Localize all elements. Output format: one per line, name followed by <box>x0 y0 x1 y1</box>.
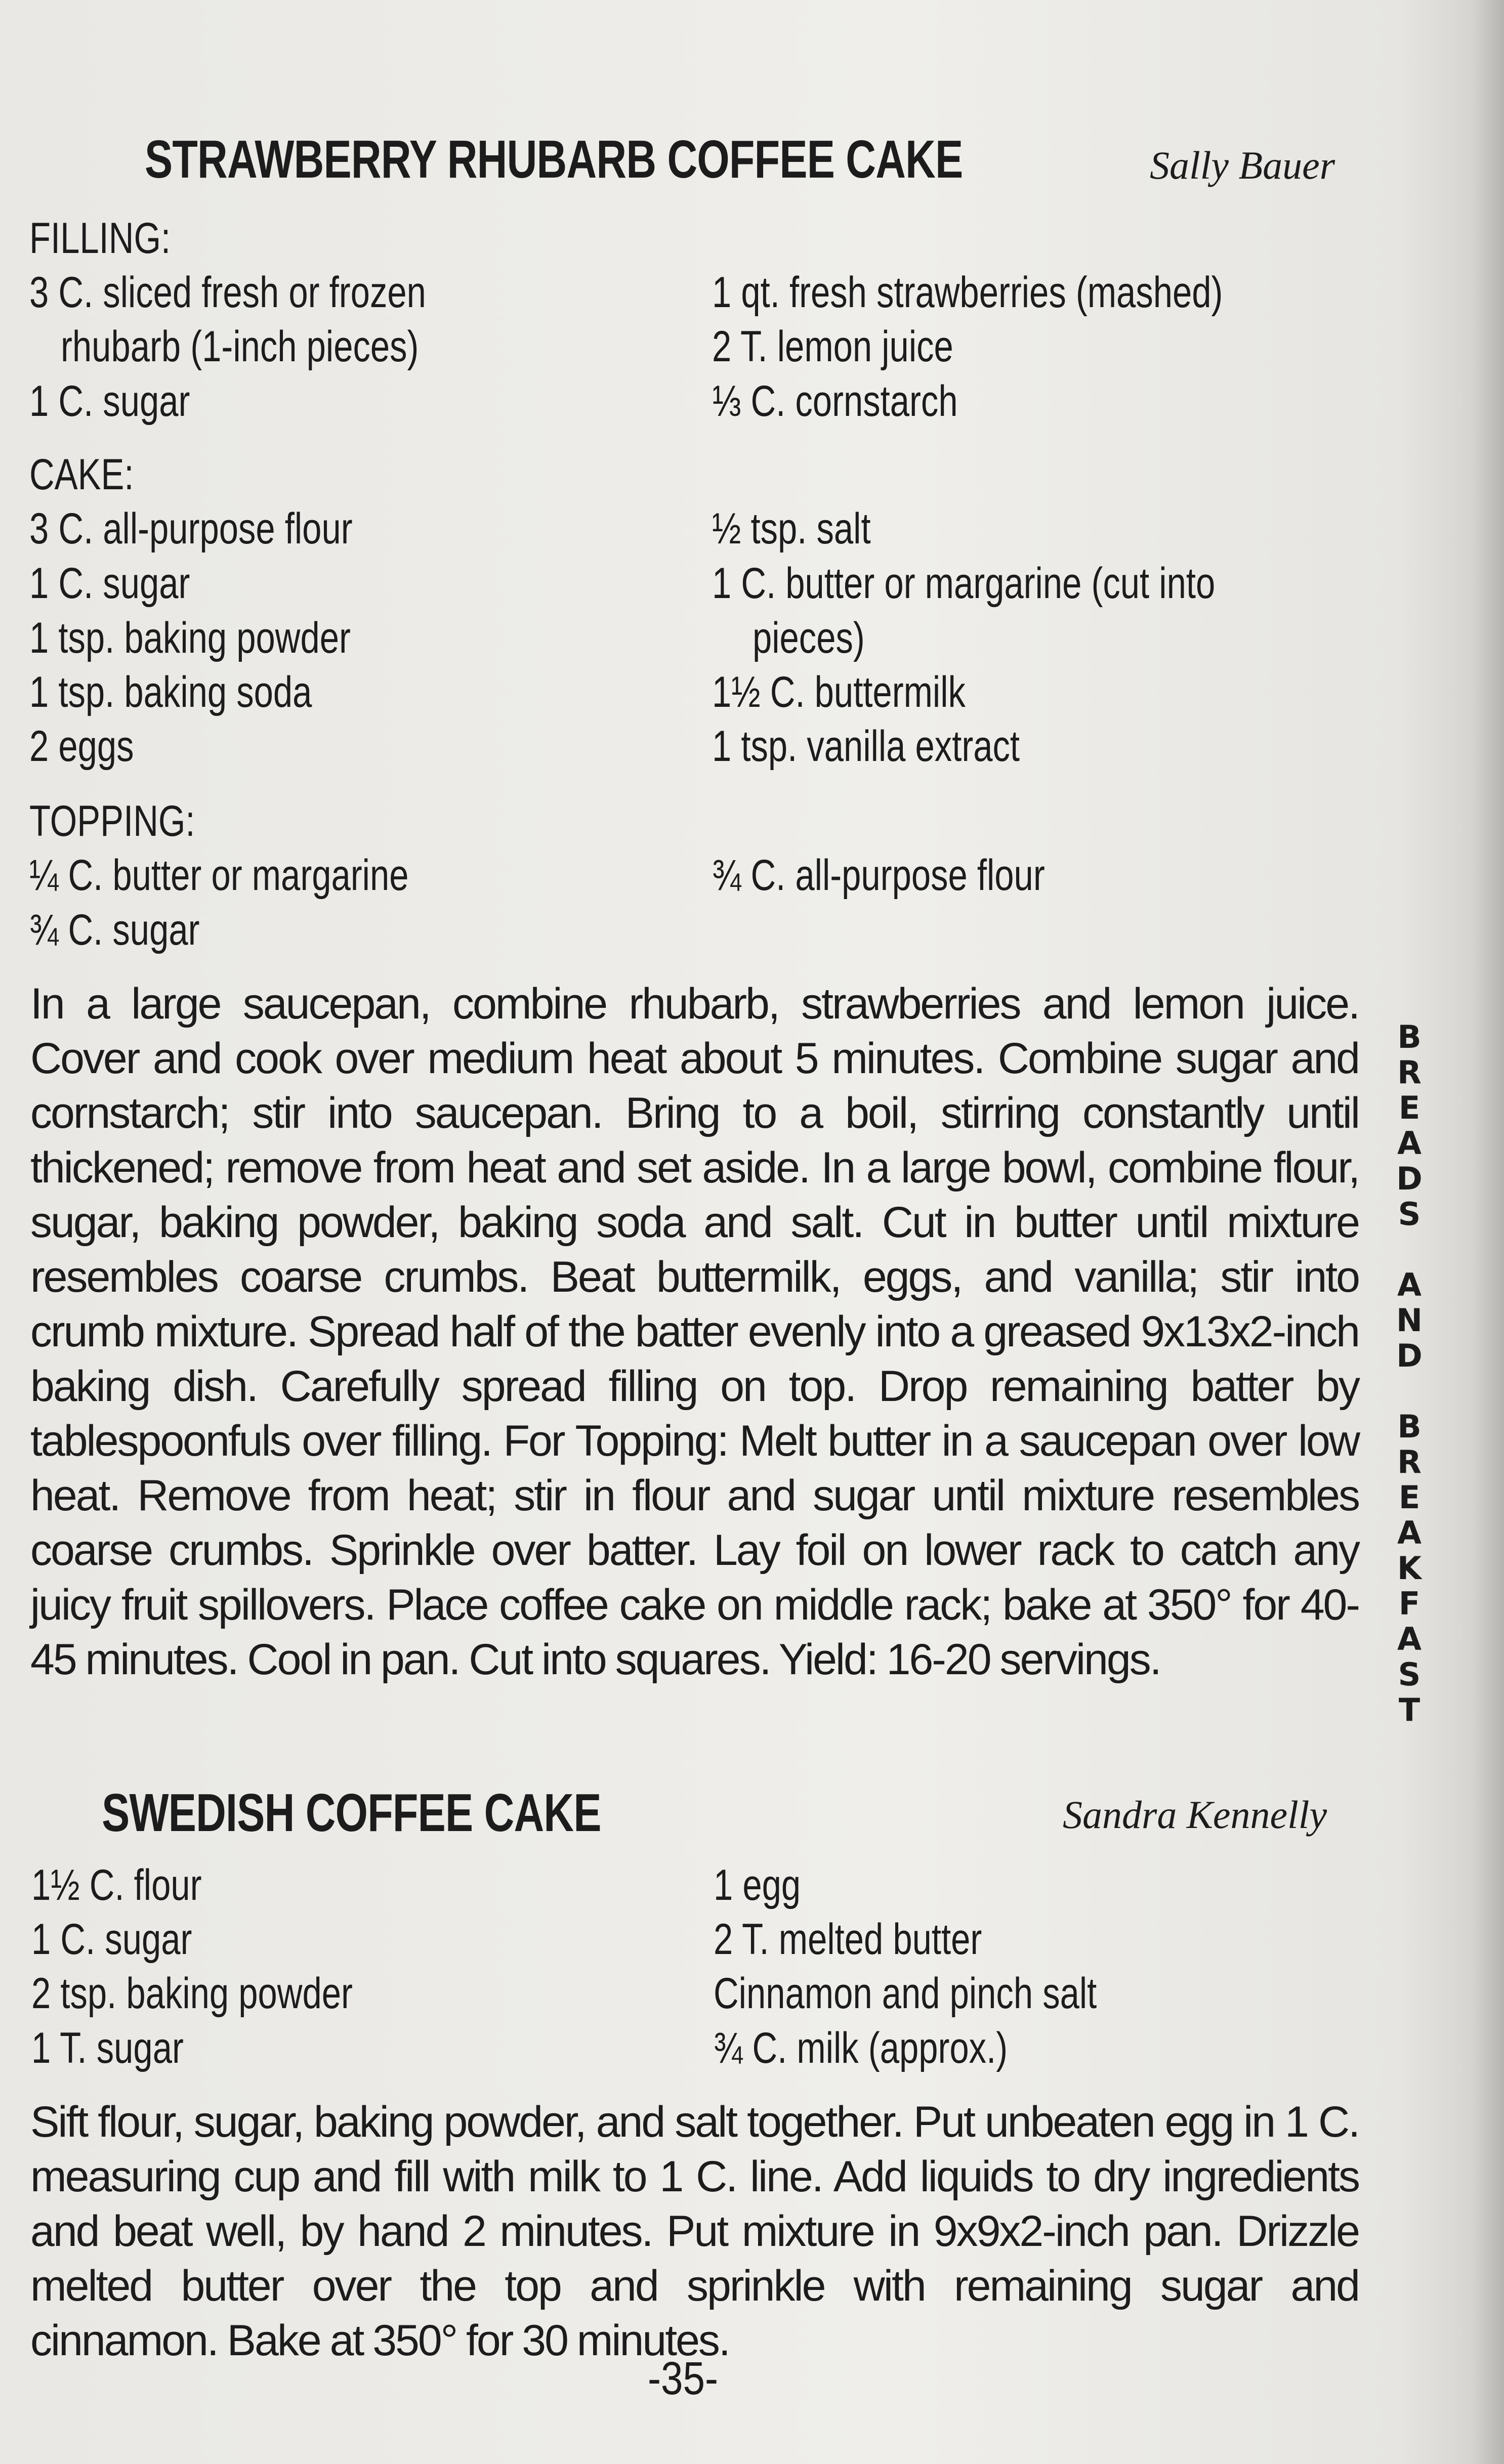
ingredient-line: 1 C. sugar <box>31 1915 192 1964</box>
tab-letter: R <box>1397 1054 1422 1091</box>
recipe-author: Sandra Kennelly <box>1063 1793 1327 1837</box>
recipe-author: Sally Bauer <box>1150 143 1335 187</box>
tab-letter: E <box>1398 1479 1421 1516</box>
ingredient-line: 3 C. sliced fresh or frozen <box>29 268 426 317</box>
ingredient-line: 1½ C. buttermilk <box>712 668 966 716</box>
ingredient-line: 1 T. sugar <box>31 2024 184 2072</box>
recipe-directions: In a large saucepan, combine rhubarb, strawberries and lemon juice. Cover and cook over medium heat about 5 minutes. Combine sugar and cornstarch; stir into saucepan. Bring to a boil, stirring constantly until thickened; remove from heat and set aside. In a large bowl, combine flour, sugar, baking powder, baking soda and salt. Cut in butter until mixture resembles coarse crumbs. Beat buttermilk, eggs, and vanilla; stir into crumb mixture. Spread half of the batter evenly into a greased 9x13x2-inch baking dish. Carefully spread filling on top. Drop remaining batter by tablespoonfuls over filling. For Topping: Melt butter in a saucepan over low heat. Remove from heat; stir in flour and sugar until mixture resembles coarse crumbs. Sprinkle over batter. Lay foil on lower rack to catch any juicy fruit spillovers. Place coffee cake on middle rack; bake at 350° for 40-45 minutes. Cool in pan. Cut into squares. Yield: 16-20 servings. <box>30 980 1359 1684</box>
tab-letter: K <box>1397 1550 1422 1587</box>
ingredient-line: 1 C. sugar <box>29 559 190 608</box>
ingredient-line: 1 tsp. baking powder <box>29 614 351 662</box>
ingredient-line: ¾ C. all-purpose flour <box>712 851 1045 900</box>
ingredient-line: pieces) <box>753 614 865 662</box>
ingredient-line: 1 egg <box>714 1861 801 1909</box>
tab-gap <box>1389 1232 1430 1267</box>
tab-letter: B <box>1397 1018 1422 1055</box>
tab-letter: T <box>1398 1691 1421 1728</box>
ingredient-line: 1 tsp. baking soda <box>29 668 312 716</box>
tab-letter: E <box>1398 1089 1421 1126</box>
recipe-directions: Sift flour, sugar, baking powder, and salt together. Put unbeaten egg in 1 C. measuring cup and fill with milk to 1 C. line. Add liquids to dry ingredients and beat well, by hand 2 minutes. Put mixture in 9x9x2-inch pan. Drizzle melted butter over the top and sprinkle with remaining sugar and cinnamon. Bake at 350° for 30 minutes. <box>30 2098 1359 2365</box>
tab-letter: A <box>1397 1125 1422 1162</box>
page-number: -35- <box>648 2353 719 2404</box>
tab-letter: N <box>1396 1302 1423 1339</box>
ingredient-line: 3 C. all-purpose flour <box>29 504 353 553</box>
recipe-title: STRAWBERRY RHUBARB COFFEE CAKE <box>144 130 963 189</box>
tab-letter: A <box>1397 1266 1422 1303</box>
page-edge-shadow <box>1474 0 1504 2464</box>
section-header-filling: FILLING: <box>29 214 171 263</box>
tab-letter: R <box>1397 1443 1422 1480</box>
ingredient-line: rhubarb (1-inch pieces) <box>61 322 419 371</box>
tab-letter: B <box>1397 1408 1422 1445</box>
tab-letter: D <box>1396 1337 1423 1374</box>
ingredient-line: 1 C. butter or margarine (cut into <box>712 559 1216 608</box>
recipe-title: SWEDISH COFFEE CAKE <box>102 1783 601 1843</box>
ingredient-line: ¾ C. sugar <box>29 906 200 954</box>
ingredient-line: 2 T. lemon juice <box>712 322 953 371</box>
tab-gap <box>1389 1374 1430 1409</box>
tab-letter: S <box>1398 1656 1421 1693</box>
ingredient-line: 2 tsp. baking powder <box>31 1969 353 2018</box>
ingredient-line: Cinnamon and pinch salt <box>714 1969 1097 2018</box>
section-header-topping: TOPPING: <box>29 797 195 845</box>
tab-letter: A <box>1397 1621 1422 1658</box>
ingredient-line: 2 T. melted butter <box>714 1915 982 1964</box>
tab-letter: D <box>1396 1160 1423 1197</box>
ingredient-line: 1 C. sugar <box>29 377 190 426</box>
ingredient-line: 1 tsp. vanilla extract <box>712 722 1020 771</box>
ingredient-line: ½ tsp. salt <box>712 504 871 553</box>
ingredient-line: ¾ C. milk (approx.) <box>714 2024 1008 2072</box>
section-header-cake: CAKE: <box>29 450 134 499</box>
section-tab-breads-and-breakfast <box>1389 1019 1430 1728</box>
tab-letter: A <box>1397 1514 1422 1551</box>
ingredient-line: ¼ C. butter or margarine <box>29 851 409 900</box>
tab-letter: S <box>1398 1196 1421 1233</box>
tab-letter: F <box>1398 1585 1421 1622</box>
ingredient-line: 1½ C. flour <box>31 1861 202 1909</box>
ingredient-line: 1 qt. fresh strawberries (mashed) <box>712 268 1223 317</box>
ingredient-line: 2 eggs <box>29 722 134 771</box>
ingredient-line: ⅓ C. cornstarch <box>712 377 958 426</box>
